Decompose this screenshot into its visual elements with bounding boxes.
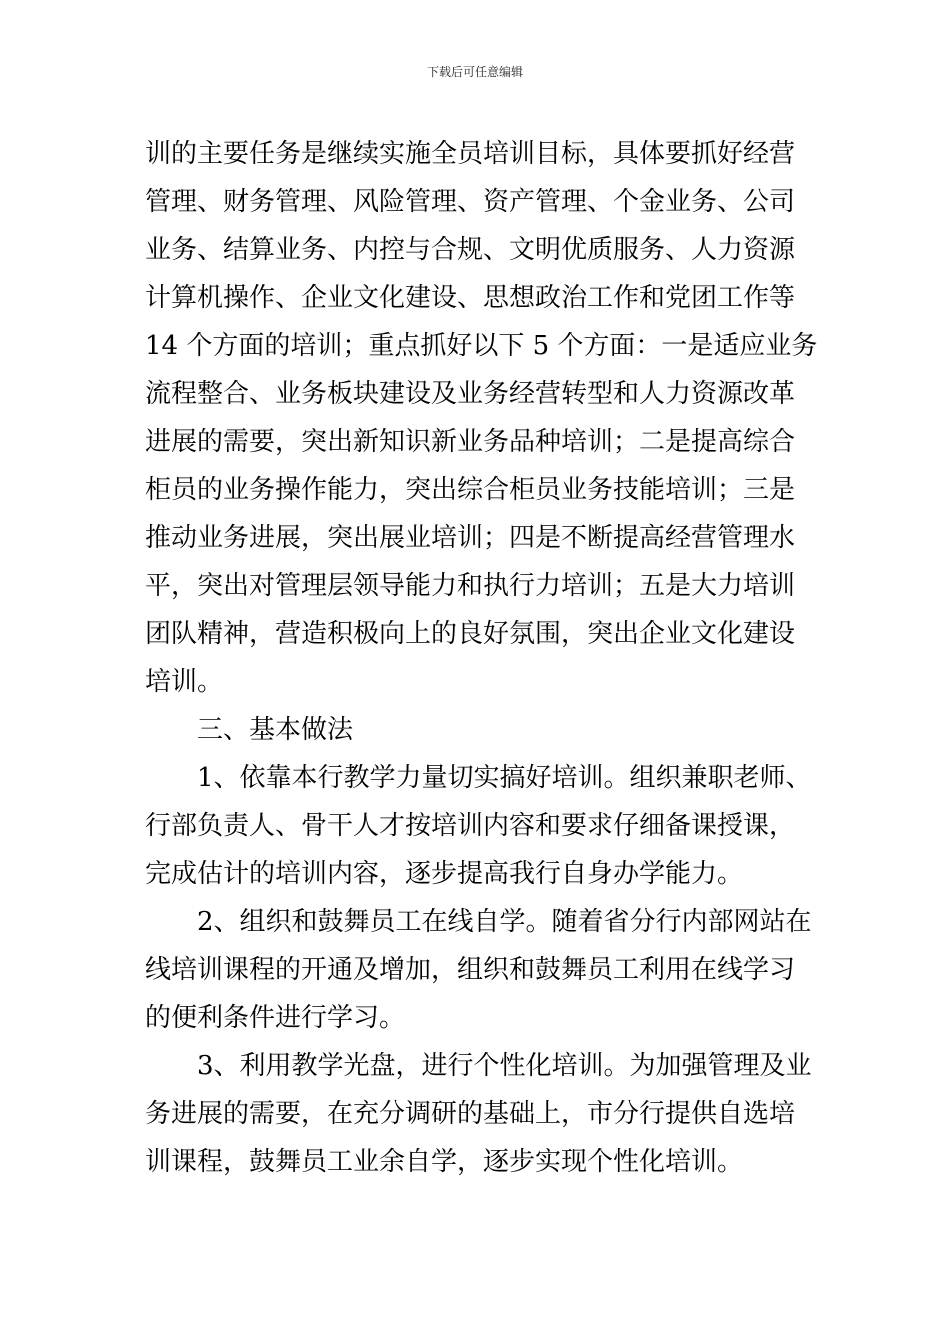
text-line: 1、依靠本行教学力量切实搞好培训。组织兼职老师、 [197, 763, 812, 793]
text-line: 业务、结算业务、内控与合规、文明优质服务、人力资源 [145, 235, 796, 265]
paragraph-training-tasks [145, 130, 818, 706]
text-line: 14 个方面的培训；重点抓好以下 5 个方面：一是适应业务 [145, 331, 818, 361]
paragraph-method-3 [145, 1042, 810, 1186]
text-line: 计算机操作、企业文化建设、思想政治工作和党团工作等 [145, 283, 796, 313]
paragraph-method-2 [145, 898, 810, 1042]
section-heading-basic-methods [145, 706, 810, 754]
page-header: 下载后可任意编辑 [426, 65, 523, 79]
text-line: 平，突出对管理层领导能力和执行力培训；五是大力培训 [145, 571, 796, 601]
text-line: 3、利用教学光盘，进行个性化培训。为加强管理及业 [197, 1051, 812, 1081]
paragraph-method-1 [145, 754, 810, 898]
document-body [145, 130, 818, 1186]
text-line: 流程整合、业务板块建设及业务经营转型和人力资源改革 [145, 379, 796, 409]
text-line: 训的主要任务是继续实施全员培训目标，具体要抓好经营 [145, 139, 796, 169]
text-line: 的便利条件进行学习。 [145, 1003, 406, 1033]
text-line: 线培训课程的开通及增加，组织和鼓舞员工利用在线学习 [145, 955, 796, 985]
text-line: 行部负责人、骨干人才按培训内容和要求仔细备课授课， [145, 811, 796, 841]
text-line: 训课程，鼓舞员工业余自学，逐步实现个性化培训。 [145, 1147, 744, 1177]
text-line: 进展的需要，突出新知识新业务品种培训；二是提高综合 [145, 427, 796, 457]
section-heading: 三、基本做法 [197, 715, 354, 745]
text-line: 务进展的需要，在充分调研的基础上，市分行提供自选培 [145, 1099, 796, 1129]
text-line: 管理、财务管理、风险管理、资产管理、个金业务、公司 [145, 187, 796, 217]
text-line: 2、组织和鼓舞员工在线自学。随着省分行内部网站在 [197, 907, 812, 937]
text-line: 培训。 [145, 667, 224, 697]
text-line: 完成估计的培训内容，逐步提高我行自身办学能力。 [145, 859, 744, 889]
text-line: 推动业务进展，突出展业培训；四是不断提高经营管理水 [145, 523, 796, 553]
text-line: 团队精神，营造积极向上的良好氛围，突出企业文化建设 [145, 619, 796, 649]
text-line: 柜员的业务操作能力，突出综合柜员业务技能培训；三是 [145, 475, 796, 505]
